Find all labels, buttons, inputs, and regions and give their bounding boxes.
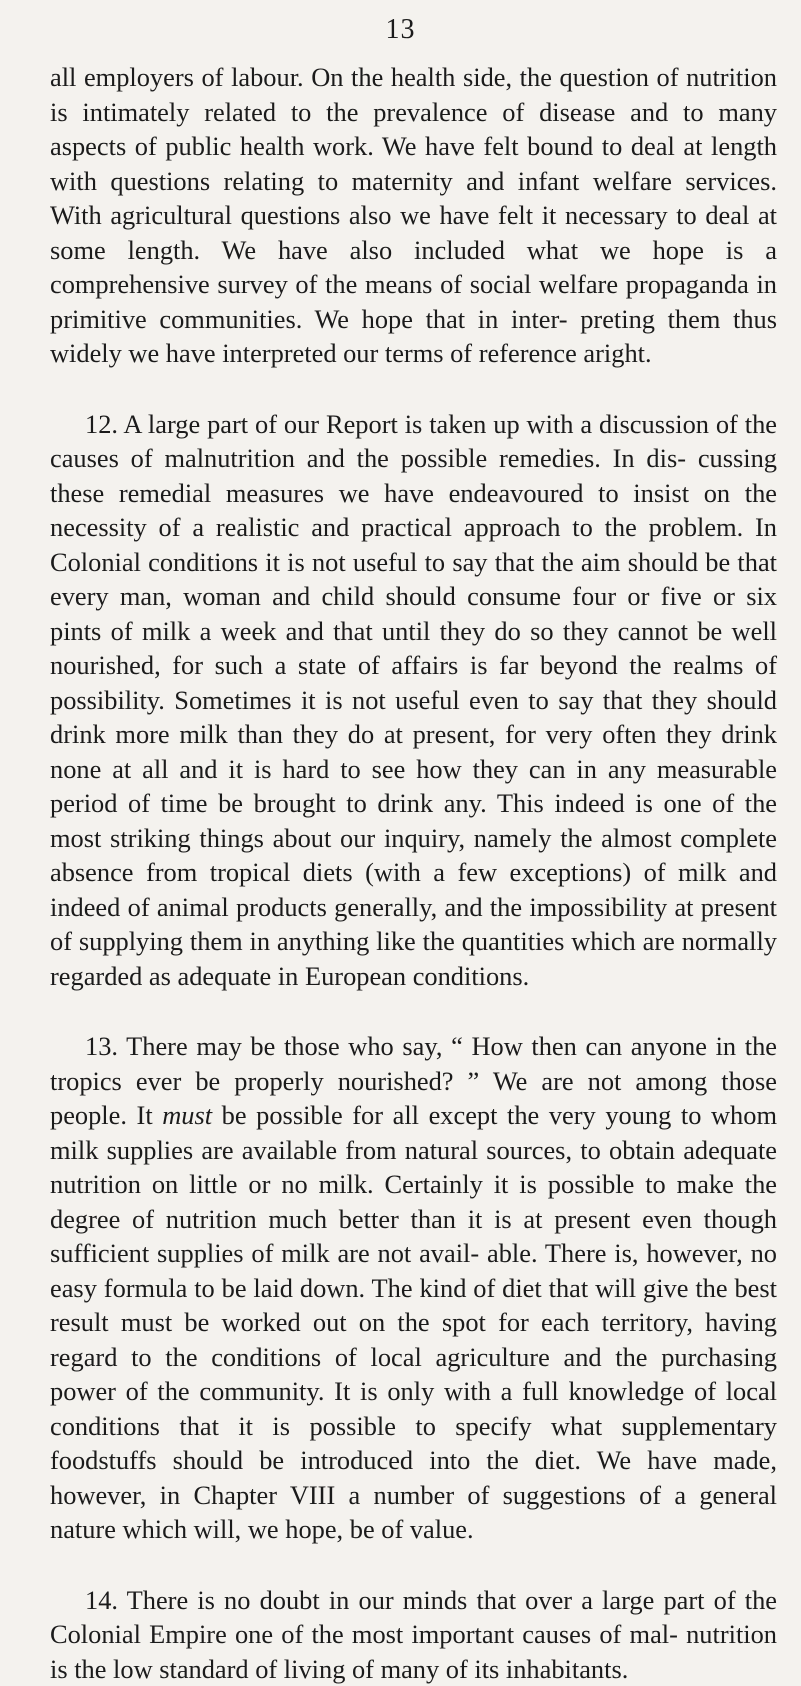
paragraph-12: 12. A large part of our Report is taken up with a discussion of the causes of malnutrition and the possible remedies. In dis- cussing these remedial measures we have endeavoured to insist on the necessity of a realistic and practical approach to the problem. In Colonial conditions it is not useful to say that the aim should be that every man, woman and child should consume four or five or six pints of milk a week and that until they do so they cannot be well nourished, for such a state of affairs is far beyond the realms of possibility. Sometimes it is not useful even to say that they should drink more milk than they do at present, for very often they drink none at all and it is hard to see how they can in any measurable period of time be brought to drink any. This indeed is one of the most striking things about our inquiry, namely the almost complete absence from tropical diets (with a few exceptions) of milk and indeed of animal products generally, and the impossibility at present of supplying them in anything like the quantities which are normally regarded as adequate in European conditions. [50,407,777,994]
emphasis-must: must [162,1100,212,1130]
paragraph-continuation: all employers of labour. On the health side, the question of nutrition is intimately related to the prevalence of disease and to many aspects of public health work. We have felt bound to deal at length with questions relating to maternity and infant welfare services. With agricultural questions also we have felt it necessary to deal at some length. We have also included what we hope is a comprehensive survey of the means of social welfare propaganda in primitive communities. We hope that in inter- preting them thus widely we have interpreted our terms of reference aright. [50,60,777,371]
paragraph-13 [50,1029,777,1547]
paragraph-13-part-2: be possible for all except the very young to whom milk supplies are available from natural sources, to obtain adequate nutrition on little or no milk. Certainly it is possible to make the degree of nutrition much better than it is at present even though sufficient supplies of milk are not avail- able. There is, however, no easy formula to be laid down. The kind of diet that will give the best result must be worked out on the spot for each territory, having regard to the conditions of local agriculture and the purchasing power of the community. It is only with a full knowledge of local conditions that it is possible to specify what supplementary foodstuffs should be introduced into the diet. We have made, however, in Chapter VIII a number of suggestions of a general nature which will, we hope, be of value. [50,1100,777,1544]
paragraph-14: 14. There is no doubt in our minds that over a large part of the Colonial Empire one of the most important causes of mal- nutrition is the low standard of living of many of its inhabitants. [50,1583,777,1686]
body-text [50,60,777,1686]
page-number: 13 [0,14,801,46]
paragraph-13-part-1: 13. There may be those who say, “ How then can anyone in the tropics ever be properly nourished? ” We are not among those people. It [50,1031,777,1130]
